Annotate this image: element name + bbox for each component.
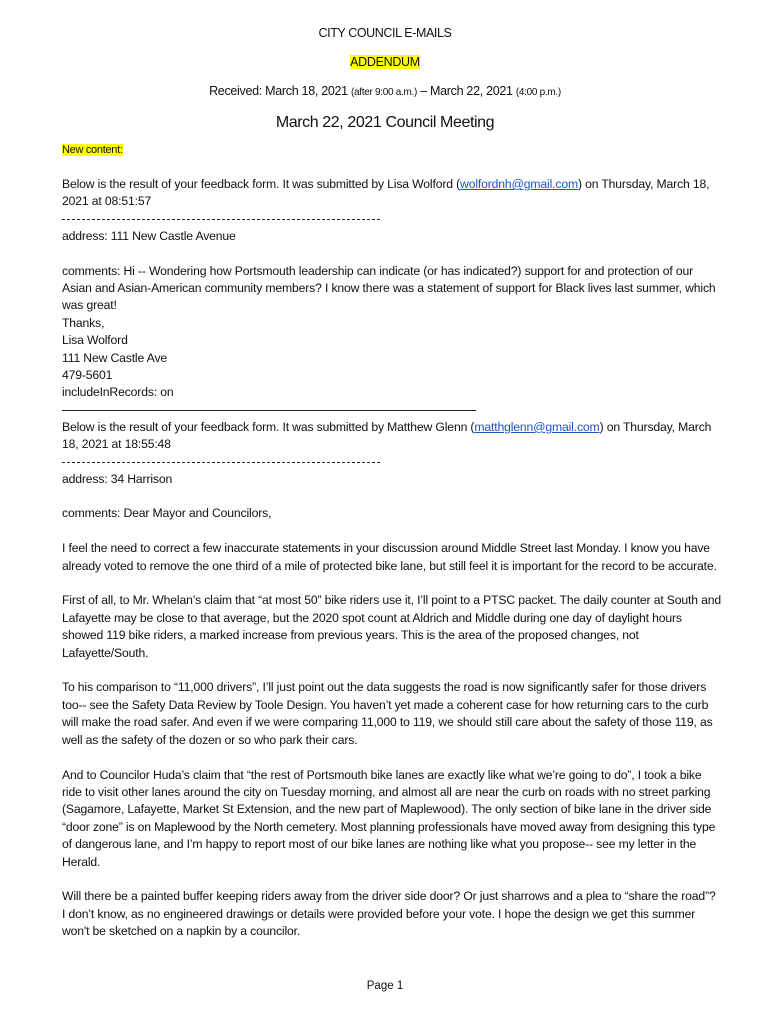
email1-thanks: Thanks,: [62, 315, 105, 330]
page-number: Page 1: [366, 980, 404, 992]
email1-records: includeInRecords: on: [62, 385, 174, 400]
email2-paragraph-2: First of all, to Mr. Whelan’s claim that “at most 50” bike riders use it, I’ll point to a PTSC packet. The daily counter at South and Lafayette may be close to that average, but the 2020 spot count at Aldrich and Middle during one day of daylight hours showed 119 bike riders, a marked increase from previous years. This is the area of the proposed changes, not Lafayette/South.: [62, 593, 722, 660]
solid-divider: [62, 410, 476, 411]
received-range: Received: March 18, 2021 (after 9:00 a.m.) – March 22, 2021 (4:00 p.m.): [209, 84, 561, 98]
email2-paragraph-4: And to Councilor Huda’s claim that “the rest of Portsmouth bike lanes are exactly like what we’re going to do”, I took a bike ride to visit other lanes around the city on Tuesday morning, and almost all are near the curb on roads with no street parking (Sagamore, Lafayette, Market St Extension, and the new part of Maplewood). The only section of bike lane in the driver side “door zone” is on Maplewood by the North cemetery. Most planning professionals have moved away from designing this type of dangerous lane, and I’m happy to report most of our bike lanes are nothing like what you propose-- see my letter in the Herald.: [62, 767, 716, 869]
dashed-divider: [62, 462, 380, 463]
email2-paragraph-1: I feel the need to correct a few inaccurate statements in your discussion around Middle Street last Monday. I know you have already voted to remove the one third of a mile of protected bike lane, but still feel it is important for the record to be accurate.: [62, 541, 717, 573]
email2-address: address: 34 Harrison: [62, 471, 173, 486]
email2-comments: comments: Dear Mayor and Councilors,: [62, 506, 272, 521]
email1-name: Lisa Wolford: [62, 333, 128, 348]
document-body: [62, 176, 722, 941]
email1-address: address: 111 New Castle Avenue: [62, 228, 236, 243]
email2-paragraph-5: Will there be a painted buffer keeping riders away from the driver side door? Or just sharrows and a plea to “share the road”? I don’t know, as no engineered drawings or details were provided before your vote. I hope the design we get this summer won't be sketched on a napkin by a councilor.: [62, 889, 716, 939]
dashed-divider: [62, 219, 380, 220]
email2-paragraph-3: To his comparison to “11,000 drivers”, I’ll just point out the data suggests the road is now significantly safer for those drivers too-- see the Safety Data Review by Toole Design. You haven’t yet made a coherent case for how returning cars to the curb will make the road safer. And even if we were comparing 11,000 to 119, we should still care about the safety of those 119, as well as the safety of the dozen or so who park their cars.: [62, 680, 713, 747]
addendum-label: [0, 55, 770, 69]
title-text: CITY COUNCIL E-MAILS: [318, 26, 452, 40]
email1-phone: 479-5601: [62, 368, 113, 383]
document-title: [0, 26, 770, 40]
email1-intro: Below is the result of your feedback form. It was submitted by Lisa Wolford (wolfordnh@gmail.com) on Thursday, March 18, 2021 at 08:51:57: [62, 177, 710, 209]
email1-comments: comments: Hi -- Wondering how Portsmouth leadership can indicate (or has indicated?) support for and protection of our Asian and Asian-American community members? I know there was a statement of support for Black lives last summer, which was great!: [62, 263, 716, 313]
addendum-highlight: ADDENDUM: [350, 55, 420, 69]
email1-street: 111 New Castle Ave: [62, 350, 168, 365]
new-content-label: New content:: [62, 144, 123, 156]
email1-link[interactable]: wolfordnh@gmail.com: [460, 177, 578, 191]
email2-intro: Below is the result of your feedback form. It was submitted by Matthew Glenn (matthglenn@gmail.com) on Thursday, March 18, 2021 at 18:55:48: [62, 419, 712, 452]
meeting-heading: March 22, 2021 Council Meeting: [275, 114, 495, 131]
email2-link[interactable]: matthglenn@gmail.com: [474, 419, 600, 434]
